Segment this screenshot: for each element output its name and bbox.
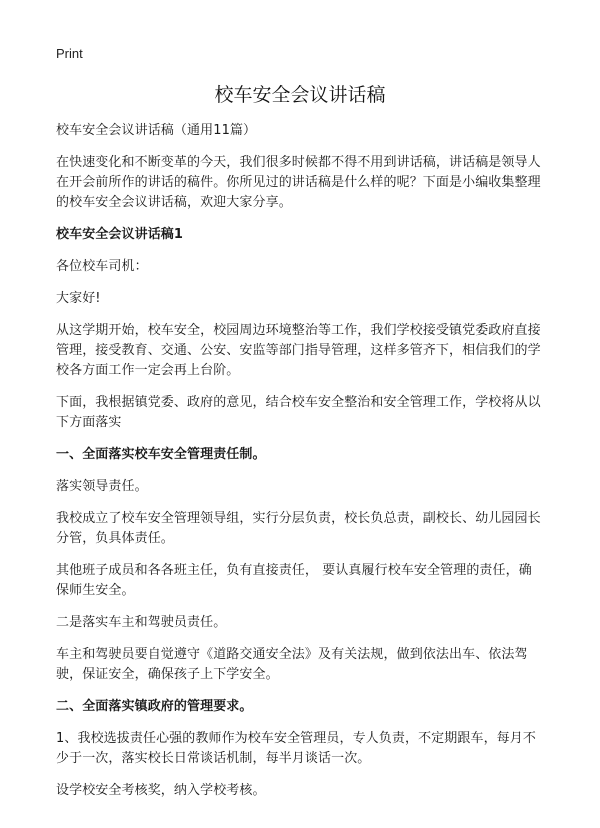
paragraph: 其他班子成员和各各班主任，负有直接责任， 要认真履行校车安全管理的责任，确保师生安全。: [56, 563, 532, 598]
section-heading: 二、全面落实镇政府的管理要求。: [56, 699, 253, 714]
paragraph: 车主和驾驶员要自觉遵守《道路交通安全法》及有关法规，做到依法出车、依法驾驶，保证安全，确保孩子上下学安全。: [56, 647, 528, 682]
section-heading: 一、全面落实校车安全管理责任制。: [56, 447, 266, 462]
print-link[interactable]: Print: [56, 46, 83, 61]
paragraph: 落实领导责任。: [56, 479, 148, 494]
document-body: [56, 121, 544, 813]
section-heading: 校车安全会议讲话稿1: [56, 227, 184, 242]
paragraph: 各位校车司机：: [56, 259, 148, 274]
paragraph: 设学校安全考核奖，纳入学校考核。: [56, 783, 266, 798]
paragraph: 下面，我根据镇党委、政府的意见，结合校车安全整治和安全管理工作，学校将从以下方面落实: [56, 395, 541, 430]
document-title: 校车安全会议讲话稿: [214, 84, 386, 106]
paragraph: 我校成立了校车安全管理领导组，实行分层负责，校长负总责，副校长、幼儿园园长分管，负具体责任。: [56, 511, 541, 546]
paragraph: 在快速变化和不断变革的今天，我们很多时候都不得不用到讲话稿，讲话稿是领导人在开会前所作的讲话的稿件。你所见过的讲话稿是什么样的呢？下面是小编收集整理的校车安全会议讲话稿，欢迎大家分享。: [56, 155, 541, 210]
paragraph: 二是落实车主和驾驶员责任。: [56, 615, 227, 630]
paragraph: 1、我校选拔责任心强的教师作为校车安全管理员，专人负责，不定期跟车，每月不少于一次，落实校长日常谈话机制，每半月谈话一次。: [56, 731, 536, 766]
paragraph: 大家好!: [56, 291, 101, 306]
paragraph-list: [56, 153, 544, 801]
document-subtitle: 校车安全会议讲话稿（通用11篇）: [56, 123, 257, 138]
paragraph: 从这学期开始，校车安全，校园周边环境整治等工作，我们学校接受镇党委政府直接管理，接受教育、交通、公安、安监等部门指导管理，这样多管齐下，相信我们的学校各方面工作一定会再上台阶。: [56, 323, 541, 378]
